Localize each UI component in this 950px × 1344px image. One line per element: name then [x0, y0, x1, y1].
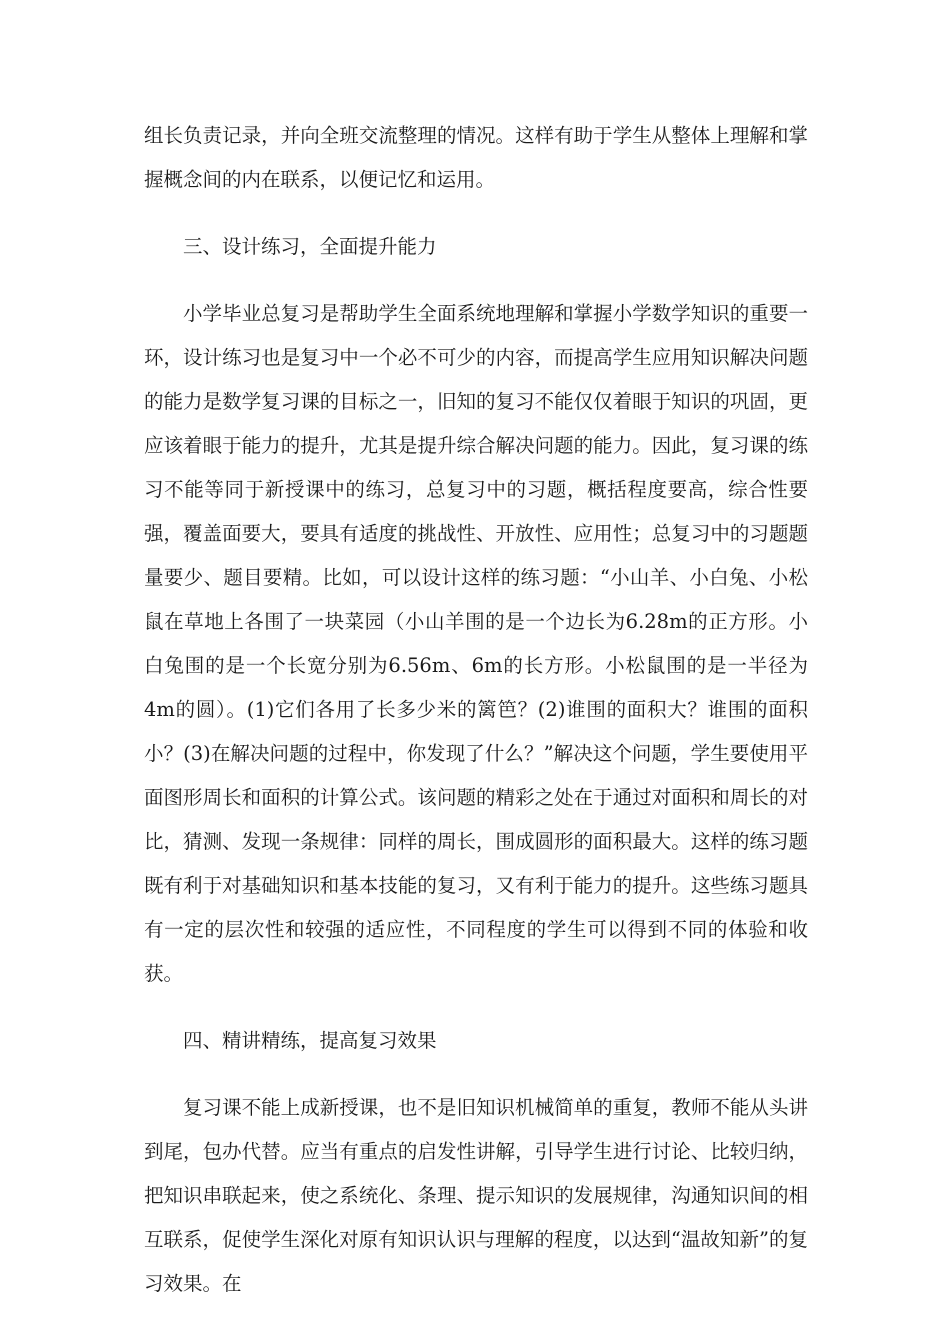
paragraph-continuation: 组长负责记录，并向全班交流整理的情况。这样有助于学生从整体上理解和掌握概念间的内在联系，以便记忆和运用。 — [144, 124, 808, 191]
paragraph-section-3-body: 小学毕业总复习是帮助学生全面系统地理解和掌握小学数学知识的重要一环，设计练习也是复习中一个必不可少的内容，而提高学生应用知识解决问题的能力是数学复习课的目标之一，旧知的复习不能仅仅着眼于知识的巩固，更应该着眼于能力的提升，尤其是提升综合解决问题的能力。因此，复习课的练习不能等同于新授课中的练习，总复习中的习题，概括程度要高，综合性要强，覆盖面要大，要具有适度的挑战性、开放性、应用性；总复习中的习题题量要少、题目要精。比如，可以设计这样的练习题：“小山羊、小白兔、小松鼠在草地上各围了一块菜园（小山羊围的是一个边长为6.28m的正方形。小白兔围的是一个长宽分别为6.56m、6m的长方形。小松鼠围的是一半径为4m的圆）。(1)它们各用了长多少米的篱笆？(2)谁围的面积大？谁围的面积小？(3)在解决问题的过程中，你发现了什么？”解决这个问题，学生要使用平面图形周长和面积的计算公式。该问题的精彩之处在于通过对面积和周长的对比，猜测、发现一条规律：同样的周长，围成圆形的面积最大。这样的练习题既有利于对基础知识和基本技能的复习，又有利于能力的提升。这些练习题具有一定的层次性和较强的适应性，不同程度的学生可以得到不同的体验和收获。 — [144, 302, 808, 985]
paragraph-section-4-body: 复习课不能上成新授课，也不是旧知识机械简单的重复，教师不能从头讲到尾，包办代替。应当有重点的启发性讲解，引导学生进行讨论、比较归纳，把知识串联起来，使之系统化、条理、提示知识的发展规律，沟通知识间的相互联系，促使学生深化对原有知识认识与理解的程度，以达到“温故知新”的复习效果。在 — [144, 1096, 808, 1295]
document-body — [144, 114, 808, 1306]
section-heading-3: 三、设计练习，全面提升能力 — [183, 235, 437, 258]
section-heading-4: 四、精讲精练，提高复习效果 — [183, 1029, 437, 1052]
